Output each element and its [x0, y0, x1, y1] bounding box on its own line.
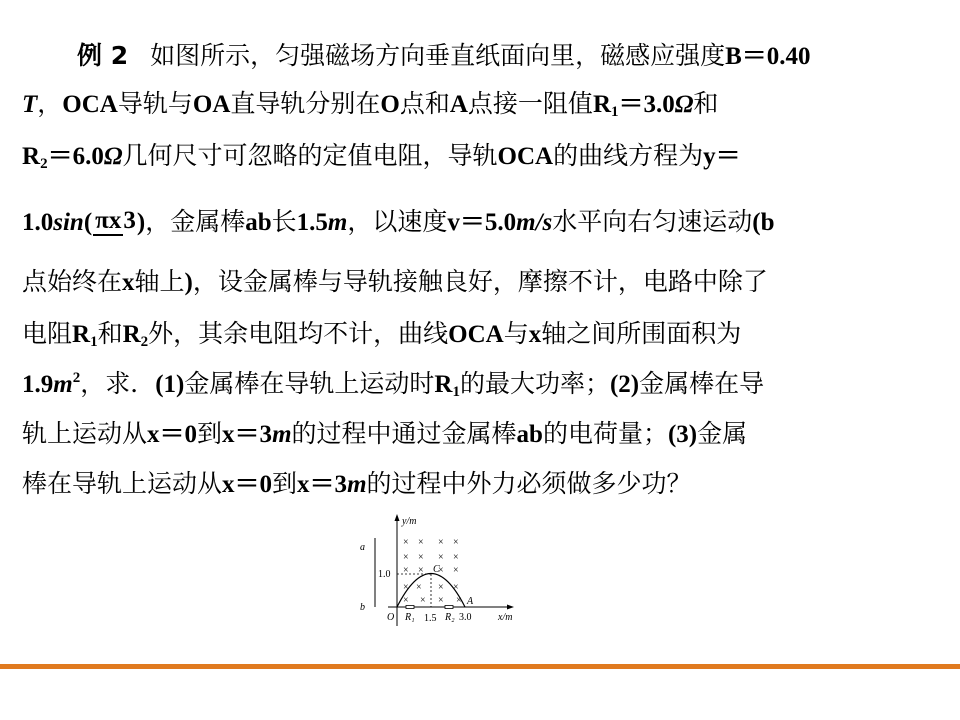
math-segment: O — [380, 91, 400, 118]
label-c: C — [433, 564, 440, 575]
x-axis-arrow — [507, 605, 514, 610]
field-cross-mark: × — [418, 537, 424, 548]
math-segment: 1.0 — [22, 209, 54, 236]
math-segment: x＝0 — [222, 471, 273, 498]
math-segment: x＝3 — [297, 471, 348, 498]
math-segment: m — [347, 471, 367, 498]
label-r1: R₁ — [405, 612, 415, 623]
field-cross-mark: × — [418, 552, 424, 563]
label-a-point: A — [467, 596, 474, 607]
text-segment: 的过程中外力必须做多少功？ — [366, 469, 692, 498]
math-segment: ＝6.0 — [47, 143, 104, 170]
text-segment: ，设金属棒与导轨接触良好，摩擦不计，电路中除了 — [192, 267, 768, 296]
field-cross-mark: × — [403, 595, 409, 606]
text-segment: ， — [37, 89, 63, 118]
math-segment: B＝0.40 — [725, 43, 811, 70]
math-segment: OCA — [448, 321, 504, 348]
text-segment: 金属棒在导轨上运动时 — [184, 369, 435, 398]
text-segment: 到 — [197, 419, 223, 448]
text-segment: 和 — [97, 319, 123, 348]
problem-line-4 — [22, 192, 775, 252]
text-segment: 电阻 — [22, 319, 73, 348]
math-segment: y＝ — [703, 143, 741, 170]
x-tick-3-0: 3.0 — [459, 612, 472, 623]
field-cross-mark: × — [403, 552, 409, 563]
math-segment: m/s — [516, 209, 553, 236]
field-cross-mark: × — [438, 552, 444, 563]
text-segment: 点接一阻值 — [467, 89, 593, 118]
math-segment: R — [592, 91, 611, 118]
field-cross-mark: × — [416, 582, 422, 593]
text-segment: 金属棒在导 — [639, 369, 765, 398]
superscript: 2 — [72, 370, 81, 386]
fraction-denominator: 3 — [123, 206, 136, 234]
math-segment: m — [327, 209, 348, 236]
math-segment: Ω — [103, 143, 123, 170]
math-segment: OA — [192, 91, 231, 118]
text-segment: 导轨与 — [117, 89, 193, 118]
math-segment: Ω — [674, 91, 694, 118]
math-segment: ) — [136, 209, 146, 236]
text-segment: ，以速度 — [347, 207, 448, 236]
math-segment: ab — [245, 209, 272, 236]
problem-line-8 — [22, 414, 747, 454]
subscript: 2 — [140, 334, 149, 350]
field-cross-mark: × — [438, 537, 444, 548]
field-cross-mark: × — [453, 552, 459, 563]
y-axis-arrow — [395, 514, 400, 521]
field-cross-mark: × — [438, 565, 444, 576]
subscript: 1 — [90, 334, 98, 350]
text-segment: 轨上运动从 — [22, 419, 148, 448]
math-segment: R — [434, 371, 453, 398]
text-segment: 点和 — [399, 89, 450, 118]
text-segment: 的过程中通过金属棒 — [291, 419, 517, 448]
problem-line-7 — [22, 364, 764, 404]
math-segment: x＝3 — [222, 421, 273, 448]
math-segment: x＝0 — [147, 421, 198, 448]
text-segment: ，求． — [80, 369, 156, 398]
math-segment: x — [528, 321, 542, 348]
label-a: a — [360, 542, 365, 553]
math-segment: A — [449, 91, 468, 118]
text-segment: 的电荷量； — [542, 419, 668, 448]
text-segment: 轴之间所围面积为 — [541, 319, 742, 348]
math-segment: m — [53, 371, 73, 398]
math-segment: 1.9 — [22, 371, 54, 398]
math-segment: v＝5.0 — [447, 209, 517, 236]
field-cross-mark: × — [418, 565, 424, 576]
math-segment: R — [22, 143, 41, 170]
footer-accent-bar — [0, 664, 960, 669]
question-number-3: (3) — [667, 421, 698, 448]
text-segment: 与 — [503, 319, 529, 348]
math-segment: x — [122, 269, 135, 296]
text-segment: 长 — [271, 207, 297, 236]
subscript: 1 — [611, 104, 619, 120]
field-cross-mark: × — [403, 582, 409, 593]
problem-line-2 — [22, 84, 718, 124]
text-segment: 如图所示，匀强磁场方向垂直纸面向里，磁感应强度 — [150, 41, 726, 70]
field-cross-mark: × — [420, 595, 426, 606]
math-segment: T — [22, 91, 38, 118]
problem-line-5 — [22, 262, 768, 302]
text-segment: 金属 — [697, 419, 748, 448]
text-segment: 水平向右匀速运动 — [552, 207, 753, 236]
field-cross-mark: × — [403, 565, 409, 576]
label-r2: R₂ — [445, 612, 455, 623]
x-axis-label: x/m — [498, 612, 513, 623]
field-cross-mark: × — [453, 582, 459, 593]
text-segment: 几何尺寸可忽略的定值电阻，导轨 — [122, 141, 498, 170]
label-b: b — [360, 602, 365, 613]
math-segment: (b — [752, 209, 775, 236]
math-segment: ab — [516, 421, 543, 448]
question-number-1: (1) — [155, 371, 185, 398]
field-cross-mark: × — [453, 537, 459, 548]
text-segment: 轴上 — [134, 267, 185, 296]
text-segment: 棒在导轨上运动从 — [22, 469, 223, 498]
y-tick-1-0: 1.0 — [378, 569, 391, 580]
diagram-svg — [358, 510, 528, 630]
field-cross-mark: × — [453, 565, 459, 576]
problem-line-3 — [22, 136, 741, 176]
field-cross-mark: × — [438, 595, 444, 606]
math-segment: ＝3.0 — [618, 91, 675, 118]
y-axis-label: y/m — [402, 516, 417, 527]
field-cross-mark: × — [403, 537, 409, 548]
math-segment: OCA — [62, 91, 118, 118]
text-segment: 和 — [693, 89, 719, 118]
magnetic-field-diagram — [358, 510, 528, 630]
text-segment: 的曲线方程为 — [553, 141, 704, 170]
math-segment: OCA — [497, 143, 554, 170]
question-number-2: (2) — [609, 371, 640, 398]
resistor-r2-mark — [445, 606, 453, 609]
example-label: 例 2 — [77, 41, 129, 70]
math-segment: ) — [184, 269, 193, 296]
math-segment: m — [272, 421, 292, 448]
text-segment: 到 — [272, 469, 298, 498]
math-segment: sin — [53, 209, 84, 236]
math-segment: 1.5 — [296, 209, 328, 236]
math-segment: ( — [83, 209, 93, 236]
text-segment: 点始终在 — [22, 267, 123, 296]
problem-line-9 — [22, 464, 692, 504]
text-segment: ，金属棒 — [145, 207, 246, 236]
math-segment: R — [122, 321, 141, 348]
text-segment: 直导轨分别在 — [230, 89, 381, 118]
field-cross-mark: × — [456, 595, 462, 606]
fraction-pi-x-over-3 — [93, 208, 136, 236]
subscript: 1 — [452, 384, 460, 400]
x-tick-1-5: 1.5 — [424, 613, 437, 624]
problem-line-6 — [22, 314, 741, 354]
subscript: 2 — [40, 156, 48, 172]
text-segment: 的最大功率； — [459, 369, 610, 398]
text-segment: 外，其余电阻均不计，曲线 — [148, 319, 449, 348]
problem-line-1 — [77, 36, 811, 76]
math-segment: R — [72, 321, 91, 348]
field-cross-mark: × — [438, 582, 444, 593]
label-origin: O — [387, 612, 395, 623]
fraction-numerator: πx — [95, 206, 122, 234]
